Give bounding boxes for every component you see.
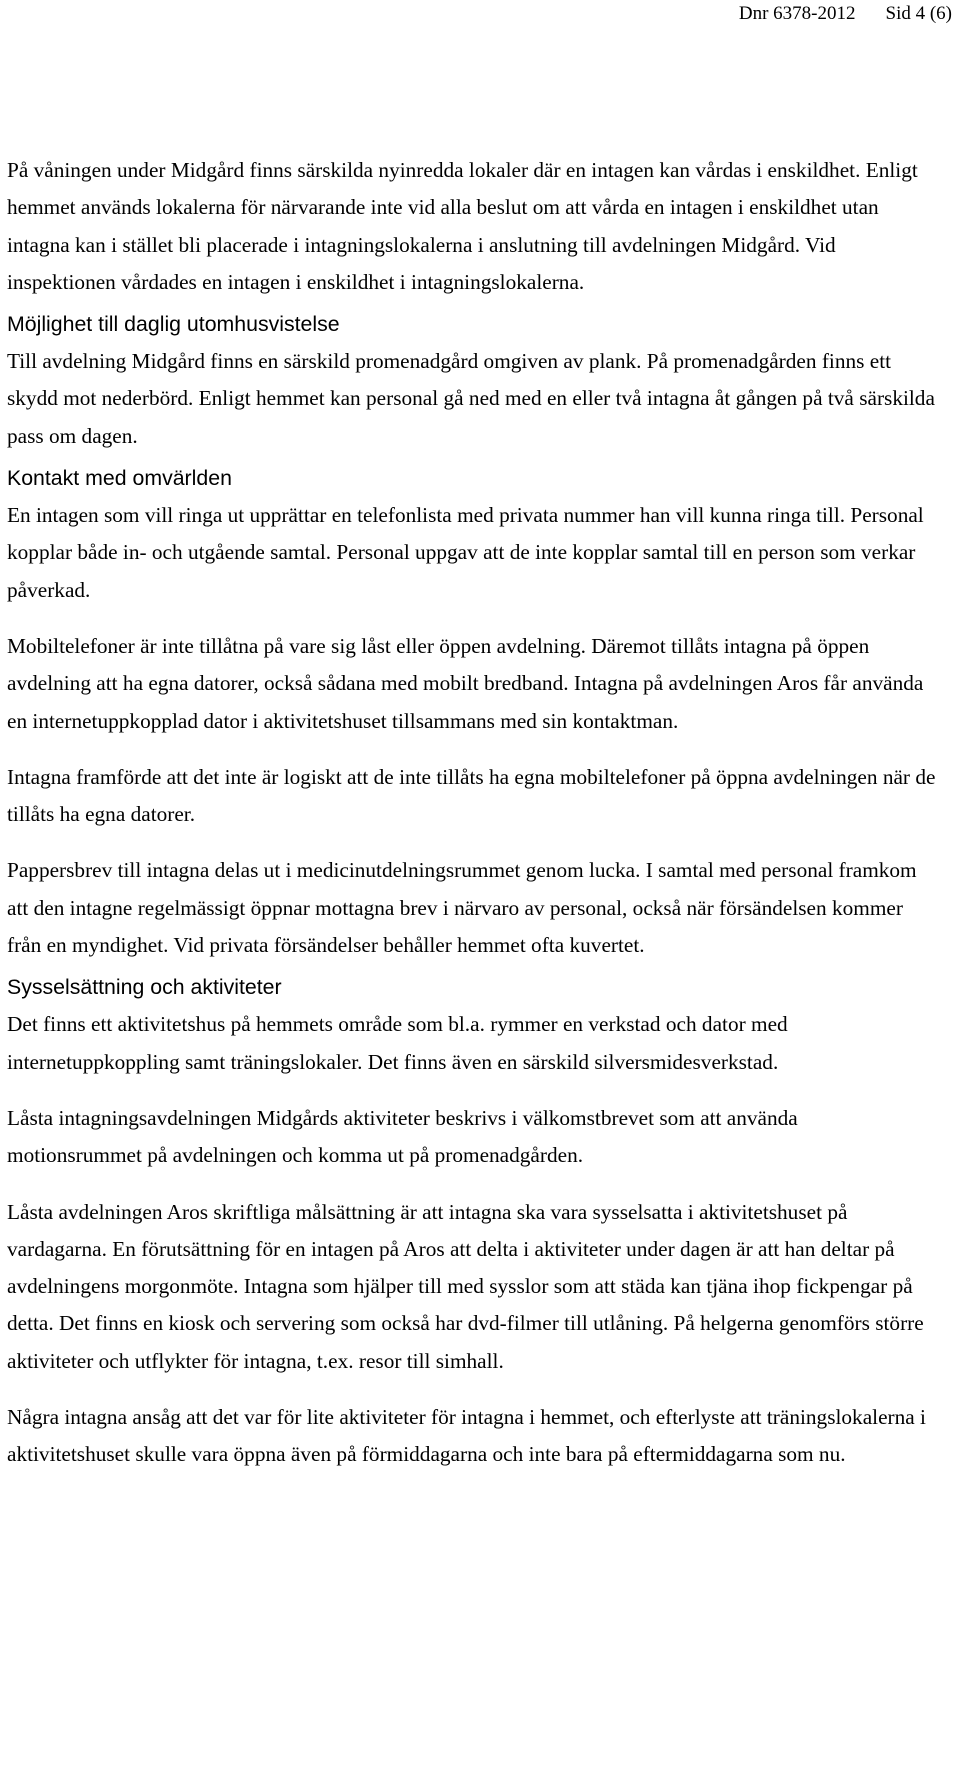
diary-number: Dnr 6378-2012 xyxy=(738,3,856,24)
paragraph: På våningen under Midgård finns särskilda nyinredda lokaler där en intagen kan vårdas i enskildhet. Enligt hemmet används lokalerna för närvarande inte vid alla beslut om att vårda en intagen i enskildhet utan intagna kan i stället bli placerade i intagningslokalerna i anslutning till avdelningen Midgård. Vid inspektionen vårdades en intagen i enskildhet i intagningslokalerna. xyxy=(7,158,918,294)
paragraph: Några intagna ansåg att det var för lite aktiviteter för intagna i hemmet, och efterlyste att träningslokalerna i aktivitetshuset skulle vara öppna även på förmiddagarna och inte bara på eftermiddagarna som nu. xyxy=(7,1405,926,1467)
paragraph: Det finns ett aktivitetshus på hemmets område som bl.a. rymmer en verkstad och dator med internetuppkoppling samt träningslokaler. Det finns även en särskild silversmidesverkstad. xyxy=(7,1012,788,1074)
section-heading-kontakt: Kontakt med omvärlden xyxy=(7,466,232,491)
paragraph: Till avdelning Midgård finns en särskild promenadgård omgiven av plank. På promenadgården finns ett skydd mot nederbörd. Enligt hemmet kan personal gå ned med en eller två intagna åt gången på två särskilda pass om dagen. xyxy=(7,349,935,448)
paragraph: Pappersbrev till intagna delas ut i medicinutdelningsrummet genom lucka. I samtal med personal framkom att den intagne regelmässigt öppnar mottagna brev i närvaro av personal, också när försändelsen kommer från en myndighet. Vid privata försändelser behåller hemmet ofta kuvertet. xyxy=(7,858,917,958)
document-body xyxy=(7,152,937,1474)
page-header xyxy=(739,0,952,28)
paragraph: En intagen som vill ringa ut upprättar en telefonlista med privata nummer han vill kunna ringa till. Personal kopplar både in- och utgående samtal. Personal uppgav att de inte kopplar samtal till en person som verkar påverkad. xyxy=(7,503,924,602)
paragraph: Intagna framförde att det inte är logiskt att de inte tillåts ha egna mobiltelefoner på öppna avdelningen när de tillåts ha egna datorer. xyxy=(7,764,936,827)
paragraph: Låsta avdelningen Aros skriftliga målsättning är att intagna ska vara sysselsatta i aktivitetshuset på vardagarna. En förutsättning för en intagen på Aros att delta i aktiviteter under dagen är att han deltar på avdelningens morgonmöte. Intagna som hjälper till med sysslor som att städa kan tjäna ihop fickpengar på detta. Det finns en kiosk och servering som också har dvd-filmer till utlåning. På helgerna genomförs större aktiviteter och utflykter för intagna, t.ex. resor till simhall. xyxy=(7,1199,924,1373)
paragraph: Mobiltelefoner är inte tillåtna på vare sig låst eller öppen avdelning. Däremot tillåts intagna på öppen avdelning att ha egna datorer, också sådana med mobilt bredband. Intagna på avdelningen Aros får använda en internetuppkopplad dator i aktivitetshuset tillsammans med sin kontaktman. xyxy=(7,633,924,733)
page-number: Sid 4 (6) xyxy=(885,3,952,24)
section-heading-sysselsattning: Sysselsättning och aktiviteter xyxy=(7,975,282,1000)
section-heading-utomhusvistelse: Möjlighet till daglig utomhusvistelse xyxy=(7,312,340,337)
paragraph: Låsta intagningsavdelningen Midgårds aktiviteter beskrivs i välkomstbrevet som att använda motionsrummet på avdelningen och komma ut på promenadgården. xyxy=(7,1105,798,1168)
